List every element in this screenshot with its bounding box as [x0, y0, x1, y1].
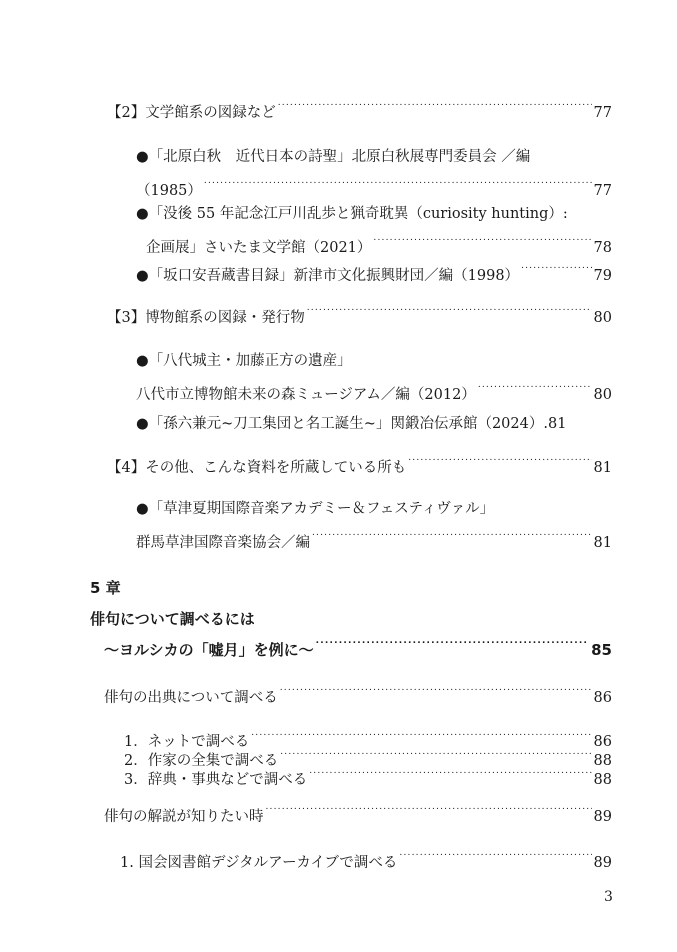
- chapter-title: [90, 608, 490, 630]
- toc-section-4: [107, 450, 612, 479]
- toc-entry: [104, 799, 612, 828]
- toc-title: 【3】博物館系の図録・発行物: [107, 310, 305, 326]
- toc-page-number: 81: [593, 460, 612, 476]
- dot-leader: [312, 525, 592, 547]
- toc-section-2: [107, 95, 612, 124]
- toc-page-number: 80: [593, 387, 612, 403]
- dot-leader: [278, 95, 592, 117]
- dot-leader: [307, 300, 592, 322]
- toc-entry: [136, 525, 612, 554]
- toc-entry: [136, 350, 612, 372]
- toc-title: 俳句の解説が知りたい時: [104, 809, 264, 825]
- toc-entry: [146, 230, 612, 259]
- toc-entry: [120, 845, 612, 874]
- dot-leader: [309, 762, 591, 784]
- toc-title: ●「坂口安吾蔵書目録」新津市文化振興財団／編（1998）: [136, 268, 520, 284]
- dot-leader: [316, 633, 589, 655]
- toc-page-number: 77: [593, 105, 612, 121]
- toc-page-number: 86: [593, 734, 612, 750]
- toc-title: 【2】文学館系の図録など: [107, 105, 276, 121]
- chapter-number: 5 章: [90, 579, 121, 597]
- chapter-subtitle-text: 〜ヨルシカの「嘘月」を例に〜: [104, 641, 314, 659]
- toc-page-number: 86: [593, 690, 612, 706]
- dot-leader: [521, 258, 591, 280]
- toc-title: 3．辞典・事典などで調べる: [124, 772, 308, 788]
- toc-entry: [136, 173, 612, 202]
- toc-page-number: 78: [593, 240, 612, 256]
- toc-title: 八代市立博物館未来の森ミュージアム／編（2012）: [136, 387, 476, 403]
- toc-page-number: 89: [593, 855, 612, 871]
- toc-page-number: 89: [593, 809, 612, 825]
- toc-title: （1985）: [136, 183, 202, 199]
- toc-entry: [124, 762, 612, 790]
- toc-entry: [136, 146, 612, 168]
- dot-leader: [266, 799, 592, 821]
- toc-title: 企画展」さいたま文学館（2021）: [146, 240, 372, 256]
- dot-leader: [280, 680, 592, 702]
- toc-page-number: 80: [593, 310, 612, 326]
- toc-page-number: 81: [593, 535, 612, 551]
- toc-title: ●「孫六兼元~刀工集団と名工誕生~」関鍛冶伝承館（2024）: [136, 416, 544, 432]
- toc-title: 【4】その他、こんな資料を所蔵している所も: [107, 460, 407, 476]
- toc-title: ●「没後 55 年記念江戸川乱歩と猟奇耽異（curiosity hunting）:: [136, 206, 568, 222]
- toc-page-number: .81: [543, 416, 567, 432]
- toc-title: 俳句の出典について調べる: [104, 690, 278, 706]
- toc-page-number: 88: [593, 753, 612, 769]
- dot-leader: [408, 450, 591, 472]
- page-number: 3: [604, 889, 613, 905]
- toc-page-number: 85: [591, 641, 612, 659]
- toc-title: ●「八代城主・加藤正方の遺産」: [136, 353, 352, 369]
- dot-leader: [373, 230, 591, 252]
- dot-leader: [204, 173, 592, 195]
- chapter-label: [90, 577, 290, 599]
- toc-page-number: 79: [593, 268, 612, 284]
- toc-title: ●「草津夏期国際音楽アカデミー＆フェスティヴァル」: [136, 501, 495, 517]
- toc-page-number: 88: [593, 772, 612, 788]
- chapter-title-text: 俳句について調べるには: [90, 610, 255, 628]
- toc-title: ●「北原白秋 近代日本の詩聖」北原白秋展専門委員会 ／編: [136, 149, 531, 165]
- toc-entry: [136, 498, 612, 520]
- dot-leader: [399, 845, 591, 867]
- toc-entry: [136, 258, 612, 287]
- toc-entry: [136, 406, 612, 435]
- toc-section-3: [107, 300, 612, 329]
- chapter-subtitle: [104, 633, 612, 661]
- dot-leader: [478, 377, 592, 399]
- toc-entry: [136, 203, 612, 225]
- toc-entry: [136, 377, 612, 406]
- toc-title: 2．作家の全集で調べる: [124, 753, 279, 769]
- toc-entry: [104, 680, 612, 709]
- toc-title: 群馬草津国際音楽協会／編: [136, 535, 310, 551]
- toc-title: 1. 国会図書館デジタルアーカイブで調べる: [120, 855, 398, 871]
- toc-page-number: 77: [593, 183, 612, 199]
- toc-title: 1．ネットで調べる: [124, 734, 250, 750]
